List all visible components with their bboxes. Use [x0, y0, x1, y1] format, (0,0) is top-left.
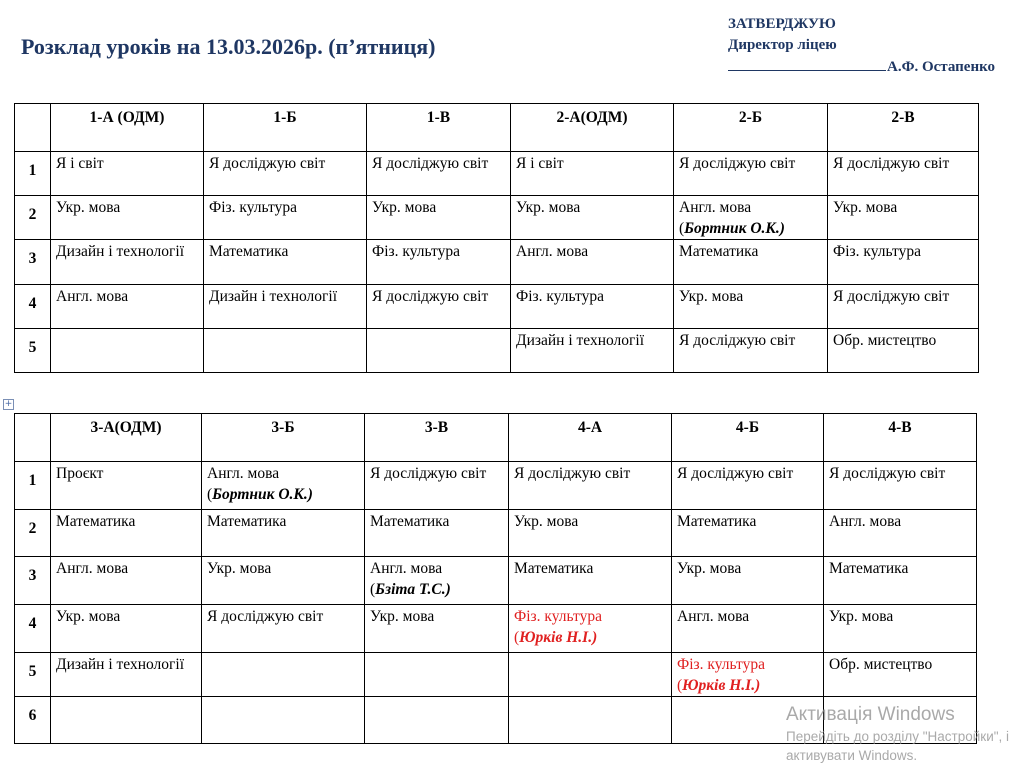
subject-name: Англ. мова [370, 560, 443, 577]
lesson-cell [51, 462, 202, 510]
subject-name: Укр. мова [372, 199, 437, 216]
subject-name: Дизайн і технології [516, 332, 645, 349]
class-header: 2-В [828, 104, 979, 152]
subject-name: Англ. мова [516, 243, 589, 260]
page-title: Розклад уроків на 13.03.2026р. (п’ятниця) [21, 34, 436, 59]
subject-name: Я досліджую світ [677, 465, 794, 482]
subject-name: Я і світ [516, 155, 564, 172]
subject-name: Я досліджую світ [370, 465, 487, 482]
lesson-cell [367, 196, 511, 240]
approval-block [728, 14, 995, 78]
subject-name: Я досліджую світ [207, 608, 324, 625]
lesson-number: 4 [15, 605, 51, 653]
lesson-cell [51, 285, 204, 329]
lesson-cell [824, 605, 977, 653]
lesson-cell [204, 240, 367, 285]
approval-heading: ЗАТВЕРДЖУЮ [728, 16, 836, 32]
lesson-cell [674, 240, 828, 285]
subject-name: Математика [207, 513, 287, 530]
lesson-cell [824, 462, 977, 510]
lesson-cell [202, 557, 365, 605]
lesson-cell [202, 510, 365, 557]
lesson-row [15, 196, 979, 240]
move-table-icon[interactable]: + [4, 399, 13, 409]
signature-line [728, 56, 886, 71]
lesson-cell [202, 605, 365, 653]
lesson-cell [202, 462, 365, 510]
lesson-cell [509, 653, 672, 697]
subject-name: Я досліджую світ [829, 465, 946, 482]
subject-name: Обр. мистецтво [833, 332, 937, 349]
lesson-cell [674, 196, 828, 240]
signature-name: А.Ф. Остапенко [887, 59, 996, 75]
lesson-row [15, 510, 977, 557]
lesson-row [15, 605, 977, 653]
lesson-cell [51, 196, 204, 240]
lesson-cell [824, 653, 977, 697]
watermark-line: Перейдіть до розділу "Настройки", і [786, 729, 1010, 744]
subject-name: Англ. мова [56, 288, 129, 305]
subject-name: Математика [370, 513, 450, 530]
lesson-cell [367, 152, 511, 196]
subject-name: Фіз. культура [833, 243, 921, 260]
lesson-row [15, 240, 979, 285]
lesson-cell [51, 605, 202, 653]
lesson-number: 6 [15, 697, 51, 744]
lesson-row [15, 557, 977, 605]
lesson-cell [204, 196, 367, 240]
class-header: 2-Б [674, 104, 828, 152]
subject-name: Математика [209, 243, 289, 260]
approval-position: Директор ліцею [728, 37, 837, 53]
subject-name: Фіз. культура [677, 656, 765, 673]
lesson-cell [828, 196, 979, 240]
lesson-cell [204, 152, 367, 196]
subject-name: Дизайн і технології [56, 243, 185, 260]
lesson-cell [511, 285, 674, 329]
lesson-cell [828, 240, 979, 285]
lesson-cell [51, 557, 202, 605]
lesson-cell [672, 605, 824, 653]
lesson-cell [367, 240, 511, 285]
lesson-cell [51, 510, 202, 557]
table-header-row [15, 104, 979, 152]
subject-name: Укр. мова [833, 199, 898, 216]
subject-name: Математика [829, 560, 909, 577]
subject-name: Англ. мова [829, 513, 902, 530]
subject-name: Дизайн і технології [209, 288, 338, 305]
lesson-number: 3 [15, 240, 51, 285]
lesson-cell [365, 605, 509, 653]
subject-name: Я досліджую світ [514, 465, 631, 482]
watermark-line: активувати Windows. [786, 748, 918, 763]
lesson-cell [51, 152, 204, 196]
subject-name: Укр. мова [516, 199, 581, 216]
lesson-cell [365, 653, 509, 697]
subject-name: Я досліджую світ [679, 155, 796, 172]
lesson-row [15, 462, 977, 510]
lesson-cell [509, 557, 672, 605]
subject-name: Дизайн і технології [56, 656, 185, 673]
lesson-cell [365, 462, 509, 510]
subject-name: Я досліджую світ [833, 288, 950, 305]
lesson-cell [509, 605, 672, 653]
subject-name: Укр. мова [829, 608, 894, 625]
lesson-cell [824, 557, 977, 605]
lesson-cell [672, 653, 824, 697]
lesson-cell [365, 697, 509, 744]
lesson-cell [828, 152, 979, 196]
lesson-cell [511, 329, 674, 373]
teacher-name: (Юрків Н.І.) [514, 629, 598, 646]
lesson-row [15, 152, 979, 196]
subject-name: Фіз. культура [516, 288, 604, 305]
subject-name: Математика [514, 560, 594, 577]
subject-name: Укр. мова [679, 288, 744, 305]
class-header: 4-Б [672, 414, 824, 462]
lesson-cell [828, 285, 979, 329]
lesson-cell [202, 653, 365, 697]
lesson-cell [367, 329, 511, 373]
lesson-cell [51, 329, 204, 373]
class-header: 2-А(ОДМ) [511, 104, 674, 152]
lesson-number: 1 [15, 462, 51, 510]
lesson-cell [511, 240, 674, 285]
subject-name: Англ. мова [677, 608, 750, 625]
lesson-number: 4 [15, 285, 51, 329]
lesson-cell [672, 510, 824, 557]
subject-name: Укр. мова [56, 608, 121, 625]
subject-name: Я досліджую світ [372, 288, 489, 305]
teacher-name: (Бортник О.К.) [207, 486, 313, 503]
lesson-cell [828, 329, 979, 373]
lesson-cell [509, 462, 672, 510]
lesson-cell [202, 697, 365, 744]
table-header-row [15, 414, 977, 462]
subject-name: Я і світ [56, 155, 104, 172]
lesson-number-header [15, 414, 51, 462]
lesson-cell [509, 697, 672, 744]
subject-name: Фіз. культура [209, 199, 297, 216]
lesson-cell [509, 510, 672, 557]
subject-name: Укр. мова [207, 560, 272, 577]
subject-name: Укр. мова [514, 513, 579, 530]
lesson-cell [204, 285, 367, 329]
class-header: 3-В [365, 414, 509, 462]
lesson-cell [674, 285, 828, 329]
teacher-name: (Юрків Н.І.) [677, 677, 761, 694]
subject-name: Англ. мова [56, 560, 129, 577]
lesson-cell [204, 329, 367, 373]
subject-name: Укр. мова [677, 560, 742, 577]
teacher-name: (Бзіта Т.С.) [370, 581, 451, 598]
lesson-cell [511, 196, 674, 240]
lesson-cell [824, 510, 977, 557]
lesson-number: 2 [15, 196, 51, 240]
subject-name: Обр. мистецтво [829, 656, 933, 673]
subject-name: Укр. мова [370, 608, 435, 625]
subject-name: Математика [677, 513, 757, 530]
subject-name: Англ. мова [207, 465, 280, 482]
lesson-cell [674, 152, 828, 196]
subject-name: Я досліджую світ [372, 155, 489, 172]
lesson-cell [367, 285, 511, 329]
lesson-row [15, 285, 979, 329]
class-header: 4-В [824, 414, 977, 462]
windows-activation-watermark [786, 703, 1024, 765]
subject-name: Фіз. культура [514, 608, 602, 625]
lesson-cell [51, 240, 204, 285]
lesson-cell [365, 557, 509, 605]
lesson-row [15, 329, 979, 373]
lesson-cell [51, 697, 202, 744]
teacher-name: (Бортник О.К.) [679, 220, 785, 237]
subject-name: Я досліджую світ [833, 155, 950, 172]
class-header: 4-А [509, 414, 672, 462]
lesson-number: 5 [15, 329, 51, 373]
approval-signature [728, 56, 995, 78]
schedule-table-grades-1-2 [14, 103, 979, 373]
class-header: 1-А (ОДМ) [51, 104, 204, 152]
lesson-number: 5 [15, 653, 51, 697]
subject-name: Фіз. культура [372, 243, 460, 260]
subject-name: Укр. мова [56, 199, 121, 216]
schedule-table-grades-3-4 [14, 413, 977, 744]
lesson-cell [672, 462, 824, 510]
class-header: 1-В [367, 104, 511, 152]
lesson-number: 3 [15, 557, 51, 605]
lesson-cell [365, 510, 509, 557]
lesson-cell [51, 653, 202, 697]
lesson-row [15, 653, 977, 697]
lesson-cell [674, 329, 828, 373]
subject-name: Проєкт [56, 465, 104, 482]
lesson-number: 1 [15, 152, 51, 196]
class-header: 3-А(ОДМ) [51, 414, 202, 462]
subject-name: Англ. мова [679, 199, 752, 216]
subject-name: Я досліджую світ [209, 155, 326, 172]
subject-name: Я досліджую світ [679, 332, 796, 349]
lesson-number-header [15, 104, 51, 152]
watermark-title: Активація Windows [786, 704, 955, 725]
lesson-number: 2 [15, 510, 51, 557]
lesson-cell [511, 152, 674, 196]
subject-name: Математика [56, 513, 136, 530]
class-header: 1-Б [204, 104, 367, 152]
subject-name: Математика [679, 243, 759, 260]
lesson-cell [672, 557, 824, 605]
class-header: 3-Б [202, 414, 365, 462]
